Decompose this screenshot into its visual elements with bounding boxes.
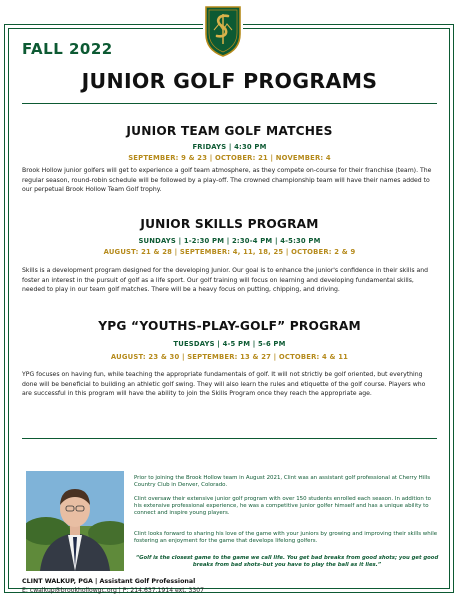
bio-paragraph-1: Prior to joining the Brook Hollow team in August 2021, Clint was an assistant golf professional at Cherry Hills Country Club in Denver, Colorado. xyxy=(134,475,431,489)
section-body-skills: Skills is a development program designed for the developing Junior. Our goal is to enhance the junior's confidence in their skills and foster an interest in the pursuit of golf as a life sport. Our golf training will focus on learning and developing fundamental skills, needed to play in our team golf matches. There will be a heavy focus on putting, chipping, and driving. xyxy=(22,267,429,294)
season-label: FALL 2022 xyxy=(22,40,113,58)
section-heading-skills: JUNIOR SKILLS PROGRAM xyxy=(140,217,319,231)
section-schedule-team-matches: FRIDAYS | 4:30 PM xyxy=(192,143,267,151)
bio-paragraph-2: Clint oversaw their extensive junior golf program with over 150 students enrolled each season. In addition to his extensive professional experience, he was a competitive junior golfer himself and has a unique ability to connect and inspire young players. xyxy=(134,496,431,517)
section-body-team-matches: Brook Hollow junior golfers will get to experience a golf team atmosphere, as they compete on-course for their franchise (team). The regular season, round-robin schedule will be followed by a play-off. The crowned championship team will have their names added to our perpetual Brook Hollow Team Golf trophy. xyxy=(22,167,432,194)
bio-paragraph-3: Clint looks forward to sharing his love of the game with your juniors by growing and improving their skills while fostering an enjoyment for the game that develops lifelong golfers. xyxy=(134,531,438,545)
section-dates-skills: AUGUST: 21 & 28 | SEPTEMBER: 4, 11, 18, 25 | OCTOBER: 2 & 9 xyxy=(103,248,356,256)
bio-quote: “Golf is the closest game to the game we call life. You get bad breaks from good shots; you get good breaks from bad shots–but you have to play the ball as it lies.” xyxy=(135,555,439,568)
contact-details: E: cwalkup@brookhollowgc.org | P: 214.637.1914 ext. 3307 xyxy=(22,587,205,594)
section-heading-team-matches: JUNIOR TEAM GOLF MATCHES xyxy=(126,124,333,138)
section-schedule-skills: SUNDAYS | 1-2:30 PM | 2:30-4 PM | 4-5:30 PM xyxy=(138,237,321,245)
title-divider xyxy=(22,103,437,104)
section-schedule-ypg: TUESDAYS | 4-5 PM | 5-6 PM xyxy=(173,340,286,348)
person-portrait xyxy=(26,471,124,571)
bio-divider xyxy=(22,438,437,439)
page-title: JUNIOR GOLF PROGRAMS xyxy=(81,69,378,93)
section-heading-ypg: YPG “YOUTHS-PLAY-GOLF” PROGRAM xyxy=(98,319,361,333)
section-body-ypg: YPG focuses on having fun, while teaching the appropriate fundamentals of golf. It will not strictly be golf oriented, but everything done will be beneficial to building an athletic golf swing. They will also learn the rules and etiquette of the golf course. Players who are successful in this program will have the ability to join the Skills Program once they reach the appropriate age. xyxy=(22,371,426,398)
section-dates-ypg: AUGUST: 23 & 30 | SEPTEMBER: 13 & 27 | OCTOBER: 4 & 11 xyxy=(110,353,349,361)
contact-name: CLINT WALKUP, PGA | Assistant Golf Professional xyxy=(22,578,196,585)
section-dates-team-matches: SEPTEMBER: 9 & 23 | OCTOBER: 21 | NOVEMBER: 4 xyxy=(128,154,331,162)
club-crest-icon xyxy=(203,4,243,58)
